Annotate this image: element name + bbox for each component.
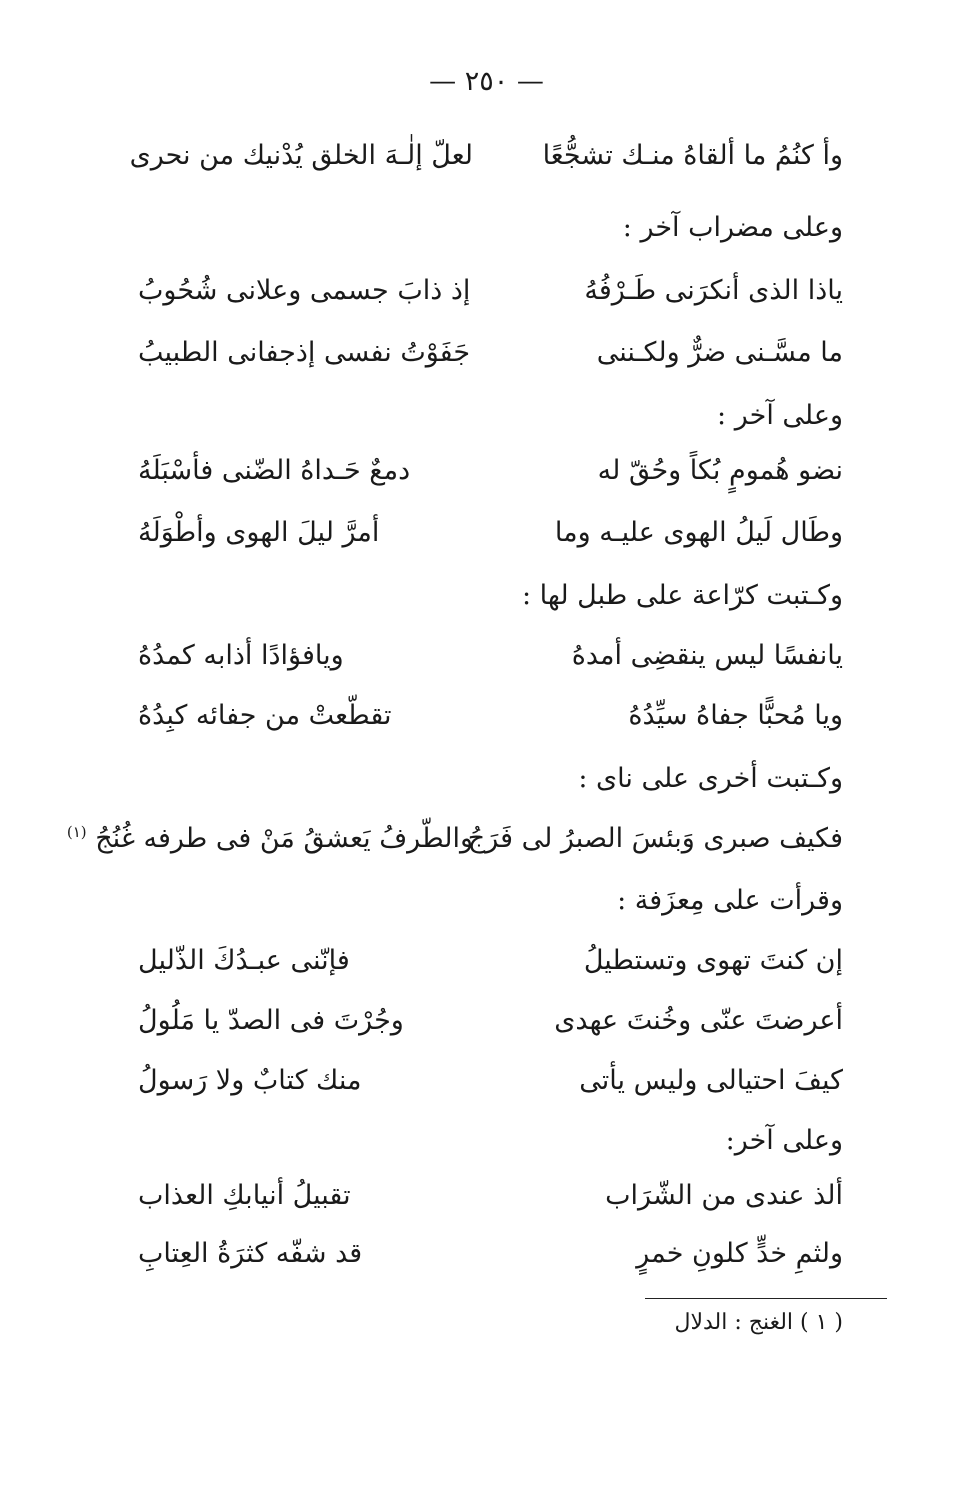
verse-intro: وعلى مضراب آخر : [622, 212, 843, 243]
verse-second-hemistich: قد شفّه كثرَةُ العِتابِ [138, 1238, 363, 1269]
verse-intro: وعلى آخر : [717, 400, 843, 431]
verse-intro: وقرأت على مِعزَفة : [617, 885, 843, 916]
verse-first-hemistich: أعرضتَ عنّى وخُنتَ عهدى [554, 1005, 843, 1036]
footnote-marker: (١) [66, 823, 87, 841]
verse-second-hemistich: إذ ذابَ جسمى وعلانى شُحُوبُ [138, 275, 471, 306]
verse-first-hemistich: ياذا الذى أنكرَنى طَـرْفُهُ [584, 275, 843, 306]
verse-first-hemistich: وأ كنُمُ ما ألقاهُ منـك تشجُّعًا [542, 140, 843, 171]
verse-second-hemistich: تقبيلُ أنيابكِ العذاب [138, 1180, 351, 1211]
verse-first-hemistich: ويا مُحبًّا جفاهُ سيِّدُهُ [628, 700, 843, 731]
verse-first-hemistich: فكيف صبرى وَبئسَ الصبرُ لى فَرَجُ [467, 823, 843, 854]
verse-second-hemistich [66, 823, 473, 854]
footnote: ( ١ ) الغنج : الدلال [674, 1310, 843, 1335]
verse-second-hemistich-text: والطّرفُ يَعشقُ مَنْ فى طرفه غُنُجُ [95, 823, 473, 854]
verse-first-hemistich: ألذ عندى من الشّرَاب [605, 1180, 843, 1211]
verse-intro: وعلى آخر: [725, 1125, 843, 1156]
verse-second-hemistich: فإنّنى عبـدُكَ الذّليل [138, 945, 350, 976]
page-number: — ٢٥٠ — [429, 66, 544, 97]
verse-second-hemistich: منك كتابٌ ولا رَسولُ [138, 1065, 362, 1096]
footnote-divider [645, 1298, 887, 1299]
verse-intro: وكـتبت أخرى على ناى : [578, 763, 843, 794]
verse-second-hemistich: لعلّ إلٰـهَ الخلق يُدْنيك من نحرى [129, 140, 473, 171]
verse-second-hemistich: دمعٌ حَـداهُ الضّنى فأسْبَلَهُ [138, 455, 411, 486]
verse-first-hemistich: وطَال لَيلُ الهوى عليـه وما [554, 517, 843, 548]
verse-second-hemistich: تقطّعتْ من جفائه كبِدُهُ [138, 700, 392, 731]
verse-first-hemistich: نضو هُمومٍ بُكاً وحُقّ له [597, 455, 843, 486]
verse-first-hemistich: ما مسَّـنى ضرٌّ ولكـننى [596, 337, 843, 368]
verse-second-hemistich: أمرَّ ليلَ الهوى وأطْوَلَهُ [138, 517, 380, 548]
verse-second-hemistich: جَفَوْتُ نفسى إذجفانى الطبيبُ [138, 337, 471, 368]
verse-first-hemistich: إن كنتَ تهوى وتستطيلُ [583, 945, 843, 976]
verse-first-hemistich: يانفسًا ليس ينقضِى أمدهُ [571, 640, 843, 671]
verse-first-hemistich: ولثمِ خدٍّ كلونِ خمرٍ [636, 1238, 843, 1269]
verse-first-hemistich: كيفَ احتيالى وليس يأتى [579, 1065, 843, 1096]
verse-second-hemistich: ويافؤادًا أذابه كمدُهُ [138, 640, 344, 671]
verse-intro: وكـتبت كرّاعة على طبل لها : [522, 580, 843, 611]
verse-second-hemistich: وجُرْتَ فى الصدّ يا مَلُولُ [138, 1005, 404, 1036]
